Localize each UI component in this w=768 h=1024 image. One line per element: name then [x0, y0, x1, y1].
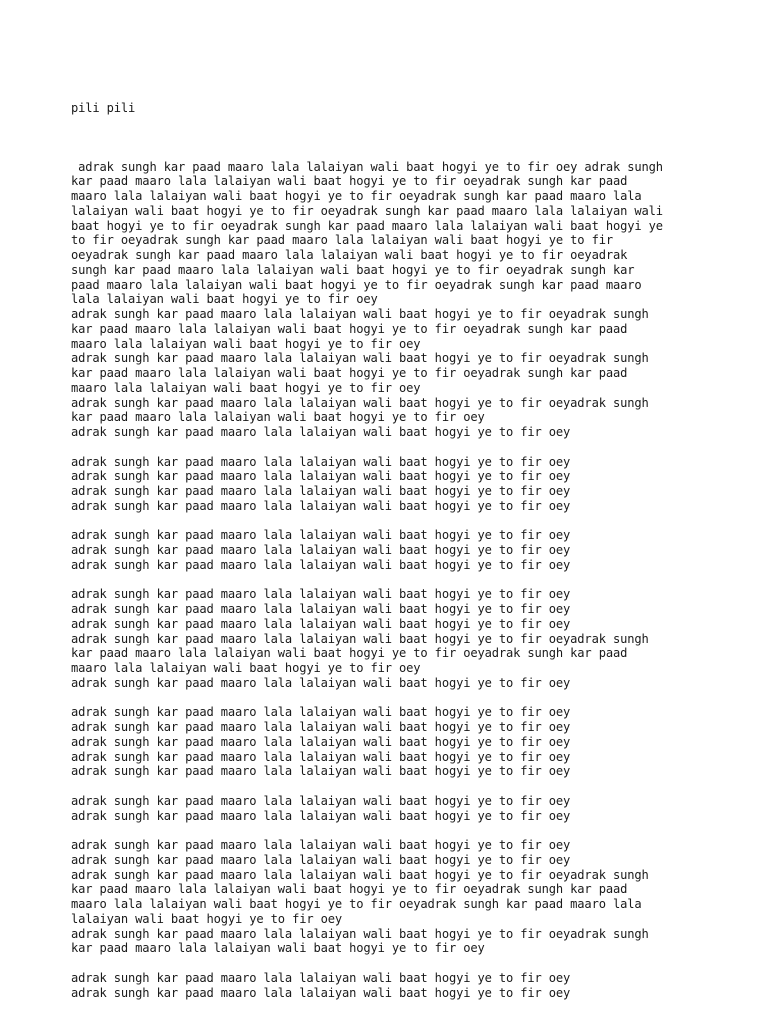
text-line: adrak sungh kar paad maaro lala lalaiyan wali baat hogyi ye to fir oey: [71, 720, 571, 734]
text-line: lalaiyan wali baat hogyi ye to fir oey: [71, 911, 342, 926]
text-line: paad maaro lala lalaiyan wali baat hogyi ye to fir oeyadrak sungh kar paad maaro: [71, 277, 642, 292]
text-line: kar paad maaro lala lalaiyan wali baat hogyi ye to fir oeyadrak sungh kar paad: [71, 321, 628, 336]
blank-line: [71, 779, 711, 794]
blank-line: [71, 573, 711, 588]
blank-line: [71, 823, 711, 838]
text-line: adrak sungh kar paad maaro lala lalaiyan wali baat hogyi ye to fir oey adrak sungh: [71, 159, 663, 174]
text-line: adrak sungh kar paad maaro lala lalaiyan wali baat hogyi ye to fir oey: [71, 734, 571, 749]
text-line: kar paad maaro lala lalaiyan wali baat hogyi ye to fir oeyadrak sungh kar paad: [71, 174, 628, 189]
document-title: pili pili: [71, 100, 136, 115]
text-line: kar paad maaro lala lalaiyan wali baat hogyi ye to fir oeyadrak sungh kar paad: [71, 882, 628, 897]
blank-line: [71, 514, 711, 529]
text-line: adrak sungh kar paad maaro lala lalaiyan wali baat hogyi ye to fir oey: [71, 764, 571, 779]
text-line: adrak sungh kar paad maaro lala lalaiyan wali baat hogyi ye to fir oeyadrak sungh: [71, 867, 649, 882]
text-line: adrak sungh kar paad maaro lala lalaiyan wali baat hogyi ye to fir oeyadrak sungh: [71, 351, 649, 366]
text-line: oeyadrak sungh kar paad maaro lala lalaiyan wali baat hogyi ye to fir oeyadrak: [71, 248, 628, 262]
blank-line: [71, 145, 711, 160]
text-line: adrak sungh kar paad maaro lala lalaiyan wali baat hogyi ye to fir oey: [71, 484, 571, 498]
text-line: adrak sungh kar paad maaro lala lalaiyan wali baat hogyi ye to fir oey: [71, 970, 571, 985]
text-line: maaro lala lalaiyan wali baat hogyi ye to fir oey: [71, 661, 421, 675]
blank-line: [71, 956, 711, 971]
blank-line: [71, 440, 711, 455]
text-line: adrak sungh kar paad maaro lala lalaiyan wali baat hogyi ye to fir oey: [71, 675, 571, 690]
text-line: adrak sungh kar paad maaro lala lalaiyan wali baat hogyi ye to fir oey: [71, 705, 571, 720]
text-line: adrak sungh kar paad maaro lala lalaiyan wali baat hogyi ye to fir oey: [71, 602, 571, 616]
text-line: to fir oeyadrak sungh kar paad maaro lala lalaiyan wali baat hogyi ye to fir: [71, 233, 613, 248]
blank-line: [71, 691, 711, 706]
text-line: adrak sungh kar paad maaro lala lalaiyan wali baat hogyi ye to fir oey: [71, 838, 571, 852]
text-line: adrak sungh kar paad maaro lala lalaiyan wali baat hogyi ye to fir oeyadrak sungh: [71, 631, 649, 646]
text-line: kar paad maaro lala lalaiyan wali baat hogyi ye to fir oeyadrak sungh kar paad: [71, 646, 628, 661]
text-line: adrak sungh kar paad maaro lala lalaiyan wali baat hogyi ye to fir oey: [71, 557, 571, 572]
text-line: kar paad maaro lala lalaiyan wali baat hogyi ye to fir oey: [71, 941, 485, 956]
text-line: adrak sungh kar paad maaro lala lalaiyan wali baat hogyi ye to fir oey: [71, 469, 571, 484]
text-line: adrak sungh kar paad maaro lala lalaiyan wali baat hogyi ye to fir oey: [71, 543, 571, 557]
text-line: kar paad maaro lala lalaiyan wali baat hogyi ye to fir oeyadrak sungh kar paad: [71, 366, 628, 380]
text-line: maaro lala lalaiyan wali baat hogyi ye to fir oeyadrak sungh kar paad maaro lala: [71, 189, 642, 203]
text-line: adrak sungh kar paad maaro lala lalaiyan wali baat hogyi ye to fir oeyadrak sungh: [71, 395, 649, 410]
text-line: adrak sungh kar paad maaro lala lalaiyan wali baat hogyi ye to fir oeyadrak sungh: [71, 307, 649, 321]
text-line: adrak sungh kar paad maaro lala lalaiyan wali baat hogyi ye to fir oey: [71, 425, 571, 439]
text-line: adrak sungh kar paad maaro lala lalaiyan wali baat hogyi ye to fir oey: [71, 587, 571, 602]
text-line: lala lalaiyan wali baat hogyi ye to fir oey: [71, 292, 378, 307]
text-line: maaro lala lalaiyan wali baat hogyi ye to fir oey: [71, 336, 421, 351]
text-line: adrak sungh kar paad maaro lala lalaiyan wali baat hogyi ye to fir oey: [71, 808, 571, 823]
text-line: adrak sungh kar paad maaro lala lalaiyan wali baat hogyi ye to fir oey: [71, 528, 571, 543]
text-line: lalaiyan wali baat hogyi ye to fir oeyadrak sungh kar paad maaro lala lalaiyan wali: [71, 203, 663, 218]
text-line: maaro lala lalaiyan wali baat hogyi ye to fir oeyadrak sungh kar paad maaro lala: [71, 897, 642, 911]
text-line: adrak sungh kar paad maaro lala lalaiyan wali baat hogyi ye to fir oey: [71, 454, 571, 469]
text-line: adrak sungh kar paad maaro lala lalaiyan wali baat hogyi ye to fir oey: [71, 852, 571, 867]
lyrics-text: [71, 145, 711, 1001]
text-line: baat hogyi ye to fir oeyadrak sungh kar paad maaro lala lalaiyan wali baat hogyi ye: [71, 218, 663, 233]
document-body: [71, 71, 711, 1015]
text-line: adrak sungh kar paad maaro lala lalaiyan wali baat hogyi ye to fir oey: [71, 749, 571, 764]
text-line: kar paad maaro lala lalaiyan wali baat hogyi ye to fir oey: [71, 410, 485, 425]
text-line: sungh kar paad maaro lala lalaiyan wali baat hogyi ye to fir oeyadrak sungh kar: [71, 262, 635, 277]
text-line: adrak sungh kar paad maaro lala lalaiyan wali baat hogyi ye to fir oey: [71, 985, 571, 1000]
text-line: adrak sungh kar paad maaro lala lalaiyan wali baat hogyi ye to fir oey: [71, 793, 571, 808]
text-line: adrak sungh kar paad maaro lala lalaiyan wali baat hogyi ye to fir oeyadrak sungh: [71, 926, 649, 941]
text-line: adrak sungh kar paad maaro lala lalaiyan wali baat hogyi ye to fir oey: [71, 616, 571, 631]
text-line: maaro lala lalaiyan wali baat hogyi ye to fir oey: [71, 380, 421, 395]
text-line: adrak sungh kar paad maaro lala lalaiyan wali baat hogyi ye to fir oey: [71, 498, 571, 513]
